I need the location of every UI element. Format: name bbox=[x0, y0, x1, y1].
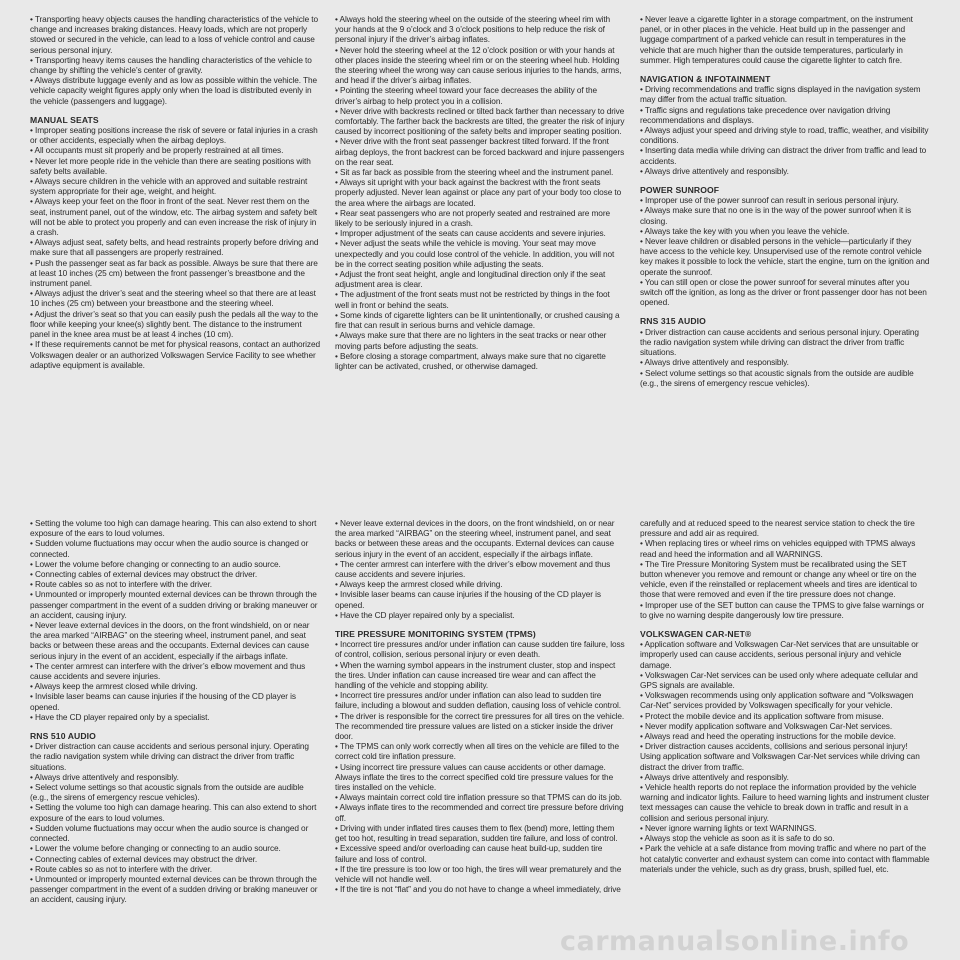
bullet-paragraph: • Lower the volume before changing or connecting to an audio source. bbox=[30, 558, 281, 569]
bullet-paragraph: • Always make sure that there are no lighters in the seat tracks or near other moving parts before adjusting the seats. bbox=[335, 330, 607, 351]
bullet-paragraph: • Vehicle health reports do not replace the information provided by the vehicle warning and indicator lights. Failure to heed warning lights and instrument cluster text messages can cause the vehicle to break down in traffic and result in a collision and serious personal injury. bbox=[640, 782, 930, 823]
bullet-paragraph: • Driver distraction can cause accidents and serious personal injury. Operating the radio navigation system while driving can distract the driver from traffic situations. bbox=[640, 326, 919, 358]
bullet-paragraph: • Sudden volume fluctuations may occur when the audio source is changed or connected. bbox=[30, 538, 309, 559]
bullet-paragraph: • Connecting cables of external devices may obstruct the driver. bbox=[30, 569, 258, 580]
bullet-paragraph: • Rear seat passengers who are not properly seated and restrained are more likely to be seriously injured in a crash. bbox=[335, 207, 610, 229]
bullet-paragraph: • The adjustment of the front seats must not be restricted by things in the foot well in front or behind the seats. bbox=[335, 289, 610, 310]
bullet-paragraph: • Always keep the armrest closed while driving. bbox=[335, 579, 503, 590]
bottom-column-2 bbox=[335, 518, 625, 894]
bullet-paragraph: • Always secure children in the vehicle with an approved and suitable restraint system appropriate for their age, weight, and height. bbox=[30, 176, 308, 197]
bullet-paragraph: • The TPMS can only work correctly when all tires on the vehicle are filled to the correct cold tire inflation pressure. bbox=[335, 741, 620, 762]
bullet-paragraph: • Improper adjustment of the seats can cause accidents and severe injuries. bbox=[335, 228, 606, 239]
section-heading: POWER SUNROOF bbox=[640, 185, 720, 196]
section-gap bbox=[640, 307, 930, 316]
bullet-paragraph: • Never leave a cigarette lighter in a storage compartment, on the instrument panel, or in other places in the vehicle. Heat build up in the passenger and luggage compartment of a parked vehicle can result in temperatures in the vehicle that are much higher than the outside temperatures, particularly in summer. High temperatures could cause the cigarette lighter to catch fire. bbox=[640, 14, 913, 65]
top-column-2 bbox=[335, 14, 625, 371]
bullet-paragraph: • Always take the key with you when you leave the vehicle. bbox=[640, 225, 850, 236]
bullet-paragraph: • Unmounted or improperly mounted external devices can be thrown through the passenger compartment in the event of a sudden driving or braking maneuver or an accident, causing injury. bbox=[30, 873, 318, 905]
bullet-paragraph: • Never adjust the seats while the vehicle is moving. Your seat may move unexpectedly and you could lose control of the vehicle. In addition, you will not be in the correct seating position while adjusting the seats. bbox=[335, 238, 615, 269]
bullet-paragraph: • Always drive attentively and responsibly. bbox=[30, 771, 179, 782]
bullet-paragraph: • Application software and Volkswagen Car-Net services that are unsuitable or improperly used can cause accidents, serious personal injury and vehicle damage. bbox=[640, 639, 919, 670]
bullet-paragraph: • Always maintain correct cold tire inflation pressure so that TPMS can do its job. bbox=[335, 792, 622, 803]
bullet-paragraph: • Always make sure that no one is in the way of the power sunroof when it is closing. bbox=[640, 205, 912, 226]
top-column-3 bbox=[640, 14, 930, 388]
bullet-paragraph: • Setting the volume too high can damage hearing. This can also extend to short exposure of the ears to loud volumes. bbox=[30, 802, 317, 823]
bullet-paragraph: • Always drive attentively and responsibly. bbox=[640, 771, 789, 782]
bullet-paragraph: • Never modify application software and Volkswagen Car-Net services. bbox=[640, 720, 893, 731]
bottom-column-3 bbox=[640, 518, 930, 874]
bullet-paragraph: • Incorrect tire pressures and/or under inflation can also lead to sudden tire failure, including a blowout and sudden deflation, causing loss of vehicle control. bbox=[335, 690, 621, 711]
bullet-paragraph: • Connecting cables of external devices may obstruct the driver. bbox=[30, 853, 258, 864]
bullet-paragraph: • Never drive with backrests reclined or tilted back farther than necessary to drive comfortably. The farther back the backrests are tilted, the greater the risk of injury caused by incorrect positioning of the safety belts and improper seating position. bbox=[335, 105, 625, 137]
bullet-paragraph: • Incorrect tire pressures and/or under inflation can cause sudden tire failure, loss of control, collision, serious personal injury or even death. bbox=[335, 639, 625, 660]
section-gap bbox=[30, 106, 320, 115]
bullet-paragraph: • Always keep the armrest closed while driving. bbox=[30, 681, 198, 692]
bullet-paragraph: • Never ignore warning lights or text WARNINGS. bbox=[640, 822, 817, 833]
bullet-paragraph: • The center armrest can interfere with the driver’s elbow movement and thus cause accidents and severe injuries. bbox=[30, 660, 306, 682]
bullet-paragraph: • When replacing tires or wheel rims on vehicles equipped with TPMS always read and heed the information and all WARNINGS. bbox=[640, 538, 916, 559]
bullet-paragraph: • Always sit upright with your back against the backrest with the front seats properly adjusted. Never lean against or place any part of your body too close to the area where the airbags are located. bbox=[335, 177, 622, 208]
bullet-paragraph: • Have the CD player repaired only by a specialist. bbox=[30, 711, 210, 722]
section-heading: NAVIGATION & INFOTAINMENT bbox=[640, 74, 771, 85]
bullet-paragraph: • Never leave external devices in the doors, on the front windshield, on or near the area marked “AIRBAG” on the steering wheel, instrument panel, and seat backs or between these areas and the occupants. External devices can cause serious injury in the event of an accident, especially if the airbags inflate. bbox=[335, 518, 615, 559]
bullet-paragraph: • Transporting heavy objects causes the handling characteristics of the vehicle to change and increases braking distances. Heavy loads, which are not properly stowed or secured in the vehicle, can lead to a loss of vehicle control and cause serious personal injury. bbox=[30, 14, 319, 55]
bullet-paragraph: • Always hold the steering wheel on the outside of the steering wheel rim with your hands at the 9 o’clock and 3 o’clock positions to help reduce the risk of personal injury if the driver’s airbag inflates. bbox=[335, 14, 611, 45]
bullet-paragraph: • Always stop the vehicle as soon as it is safe to do so. bbox=[640, 833, 835, 844]
top-column-1 bbox=[30, 14, 320, 370]
bottom-page bbox=[0, 480, 960, 960]
bullet-paragraph: • Always read and heed the operating instructions for the mobile device. bbox=[640, 731, 896, 742]
bullet-paragraph: • Invisible laser beams can cause injuries if the housing of the CD player is opened. bbox=[335, 589, 601, 610]
bullet-paragraph: • When the warning symbol appears in the instrument cluster, stop and inspect the tires. Under inflation can cause increased tire wear and can affect the handling of the vehicle and stopping ability. bbox=[335, 659, 616, 691]
bullet-paragraph: • Adjust the front seat height, angle and longitudinal direction only if the seat adjustment area is clear. bbox=[335, 269, 606, 290]
bullet-paragraph: • Volkswagen Car-Net services can be used only where adequate cellular and GPS signals are available. bbox=[640, 669, 918, 691]
bullet-paragraph: • Volkswagen recommends using only application software and “Volkswagen Car-Net” services provided by Volkswagen specifically for your vehicle. bbox=[640, 690, 914, 711]
section-gap bbox=[640, 65, 930, 74]
bullet-paragraph: • You can still open or close the power sunroof for several minutes after you switch off the ignition, as long as the driver or front passenger door has not been opened. bbox=[640, 276, 927, 308]
bullet-paragraph: • Never leave external devices in the doors, on the front windshield, on or near the area marked “AIRBAG” on the steering wheel, instrument panel, and seat backs or between these areas and the occupants. External devices can cause serious injury in the event of an accident, especially if the airbags inflate. bbox=[30, 620, 310, 661]
bullet-paragraph: • Always keep your feet on the floor in front of the seat. Never rest them on the seat, instrument panel, out of the window, etc. The airbag system and safety belt will not be able to protect you properly and can even increase the risk of injury in a crash. bbox=[30, 196, 317, 238]
bullet-paragraph: • Select volume settings so that acoustic signals from the outside are audible (e.g., the sirens of emergency rescue vehicles). bbox=[640, 367, 914, 388]
section-gap bbox=[640, 620, 930, 629]
bullet-paragraph: • Driving recommendations and traffic signs displayed in the navigation system may differ from the actual traffic situation. bbox=[640, 84, 921, 105]
bullet-paragraph: • Never let more people ride in the vehicle than there are seating positions with safety belts available. bbox=[30, 155, 311, 176]
bullet-paragraph: • Driver distraction causes accidents, collisions and serious personal injury! Using application software and Volkswagen Car-Net services while driving can distract the driver from traffic. bbox=[640, 741, 920, 772]
bullet-paragraph: • Driving with under inflated tires causes them to flex (bend) more, letting them get too hot, resulting in tread separation, sudden tire failure, and loss of control. bbox=[335, 822, 618, 844]
bullet-paragraph: • Never drive with the front seat passenger backrest tilted forward. If the front airbag deploys, the front backrest can be forced backward and injure passengers on the rear seat. bbox=[335, 136, 625, 167]
bullet-paragraph: • Driver distraction can cause accidents and serious personal injury. Operating the radio navigation system while driving can distract the driver from traffic situations. bbox=[30, 741, 309, 772]
bullet-paragraph: • Traffic signs and regulations take precedence over navigation driving recommendations and displays. bbox=[640, 104, 891, 125]
bullet-paragraph: • Sit as far back as possible from the steering wheel and the instrument panel. bbox=[335, 167, 614, 178]
section-heading: TIRE PRESSURE MONITORING SYSTEM (TPMS) bbox=[335, 629, 536, 640]
bullet-paragraph: • Select volume settings so that acoustic signals from the outside are audible (e.g., the sirens of emergency rescue vehicles). bbox=[30, 782, 304, 803]
bullet-paragraph: • Always adjust your speed and driving style to road, traffic, weather, and visibility conditions. bbox=[640, 125, 929, 146]
bullet-paragraph: • Setting the volume too high can damage hearing. This can also extend to short exposure of the ears to loud volumes. bbox=[30, 518, 317, 539]
bullet-paragraph: • Sudden volume fluctuations may occur when the audio source is changed or connected. bbox=[30, 822, 309, 844]
section-heading: RNS 315 AUDIO bbox=[640, 316, 706, 327]
bullet-paragraph: • Using incorrect tire pressure values can cause accidents or other damage. Always inflate the tires to the correct specified cold tire pressure values for the tires installed on the vehicle. bbox=[335, 761, 614, 793]
bullet-paragraph: • Unmounted or improperly mounted external devices can be thrown through the passenger compartment in the event of a sudden driving or braking maneuver or an accident, causing injury. bbox=[30, 589, 318, 620]
bullet-paragraph: • Never leave children or disabled persons in the vehicle—particularly if they have access to the vehicle key. Unsupervised use of the remote control vehicle key makes it possible to lock the vehicle, start the engine, turn on the ignition and operate the sunroof. bbox=[640, 236, 930, 277]
section-heading: MANUAL SEATS bbox=[30, 114, 99, 125]
section-gap bbox=[335, 620, 625, 629]
section-gap bbox=[640, 176, 930, 185]
bottom-column-1 bbox=[30, 518, 320, 905]
bullet-paragraph: • Lower the volume before changing or connecting to an audio source. bbox=[30, 843, 281, 854]
bullet-paragraph: • Improper seating positions increase the risk of severe or fatal injuries in a crash or other accidents, especially when the airbag deploys. bbox=[30, 125, 318, 146]
section-heading: VOLKSWAGEN CAR-NET® bbox=[640, 629, 752, 640]
bullet-paragraph: carefully and at reduced speed to the nearest service station to check the tire pressure and add air as required. bbox=[640, 518, 915, 539]
bullet-paragraph: • If the tire pressure is too low or too high, the tires will wear prematurely and the vehicle will not handle well. bbox=[335, 863, 622, 884]
section-gap bbox=[30, 722, 320, 731]
bullet-paragraph: • Always drive attentively and responsibly. bbox=[640, 357, 789, 368]
bullet-paragraph: • Excessive speed and/or overloading can cause heat build-up, sudden tire failure and loss of control. bbox=[335, 843, 603, 864]
bullet-paragraph: • Inserting data media while driving can distract the driver from traffic and lead to accidents. bbox=[640, 145, 927, 166]
bullet-paragraph: • The center armrest can interfere with the driver’s elbow movement and thus cause accidents and severe injuries. bbox=[335, 558, 611, 580]
bullet-paragraph: • Park the vehicle at a safe distance from moving traffic and where no part of the hot catalytic converter and exhaust system can come into contact with flammable materials under the vehicle, such as dry grass, brush, spilled fuel, etc. bbox=[640, 843, 930, 874]
bullet-paragraph: • Always adjust the driver’s seat and the steering wheel so that there are at least 10 inches (25 cm) between your breastbone and the steering wheel. bbox=[30, 288, 316, 309]
bullet-paragraph: • Pointing the steering wheel toward your face decreases the ability of the driver’s airbag to help protect you in a collision. bbox=[335, 85, 597, 106]
bullet-paragraph: • Always distribute luggage evenly and as low as possible within the vehicle. The vehicle capacity weight figures apply only when the load is distributed evenly in the vehicle (passengers and luggage). bbox=[30, 75, 318, 106]
bullet-paragraph: • The driver is responsible for the correct tire pressures for all tires on the vehicle. The recommended tire pressure values are listed on a sticker inside the driver door. bbox=[335, 710, 625, 742]
bullet-paragraph: • Invisible laser beams can cause injuries if the housing of the CD player is opened. bbox=[30, 691, 296, 712]
bullet-paragraph: • Always drive attentively and responsibly. bbox=[640, 165, 789, 176]
bullet-paragraph: • Before closing a storage compartment, always make sure that no cigarette lighter can be activated, crushed, or otherwise damaged. bbox=[335, 350, 606, 371]
bullet-paragraph: • Protect the mobile device and its application software from misuse. bbox=[640, 710, 884, 721]
bullet-paragraph: • Always adjust seat, safety belts, and head restraints properly before driving and make sure that all passengers are properly restrained. bbox=[30, 237, 319, 258]
bullet-paragraph: • Always inflate tires to the recommended and correct tire pressure before driving off. bbox=[335, 802, 624, 823]
watermark-text: carmanualsonline.info bbox=[560, 926, 910, 957]
bullet-paragraph: • Push the passenger seat as far back as possible. Always be sure that there are at least 10 inches (25 cm) between the front passenger’s breastbone and the instrument panel. bbox=[30, 257, 318, 289]
section-heading: RNS 510 AUDIO bbox=[30, 731, 96, 742]
bullet-paragraph: • All occupants must sit properly and be properly restrained at all times. bbox=[30, 145, 284, 156]
bullet-paragraph: • Route cables so as not to interfere with the driver. bbox=[30, 863, 212, 874]
bullet-paragraph: • If the tire is not “flat” and you do not have to change a wheel immediately, drive bbox=[335, 884, 621, 895]
bullet-paragraph: • Some kinds of cigarette lighters can be lit unintentionally, or crushed causing a fire that can result in serious burns and vehicle damage. bbox=[335, 309, 620, 331]
bullet-paragraph: • Have the CD player repaired only by a specialist. bbox=[335, 609, 515, 620]
bullet-paragraph: • Improper use of the SET button can cause the TPMS to give false warnings or to give no warning despite dangerously low tire pressure. bbox=[640, 599, 925, 620]
bullet-paragraph: • Never hold the steering wheel at the 12 o’clock position or with your hands at other places inside the steering wheel rim or on the steering wheel hub. Holding the steering wheel the wrong way can cause serious injuries to the hands, arms, and head if the driver’s airbag inflates. bbox=[335, 44, 622, 86]
bullet-paragraph: • Transporting heavy items causes the handling characteristics of the vehicle to change by shifting the vehicle’s center of gravity. bbox=[30, 54, 312, 76]
bullet-paragraph: • If these requirements cannot be met for physical reasons, contact an authorized Volkswagen dealer or an authorized Volkswagen Service Facility to see whether adaptive equipment is available. bbox=[30, 339, 320, 370]
bullet-paragraph: • Adjust the driver’s seat so that you can easily push the pedals all the way to the floor while keeping your knee(s) slightly bent. The distance to the instrument panel in the knee area must be at least 4 inches (10 cm). bbox=[30, 308, 318, 340]
bullet-paragraph: • Route cables so as not to interfere with the driver. bbox=[30, 579, 212, 590]
bullet-paragraph: • Improper use of the power sunroof can result in serious personal injury. bbox=[640, 195, 899, 206]
bullet-paragraph: • The Tire Pressure Monitoring System must be recalibrated using the SET button whenever you remove and remount or change any wheel or tire on the vehicle, even if the reinstalled or replacement wheels and tires are identical to those that were removed and even if the tire pressure does not change. bbox=[640, 558, 917, 600]
